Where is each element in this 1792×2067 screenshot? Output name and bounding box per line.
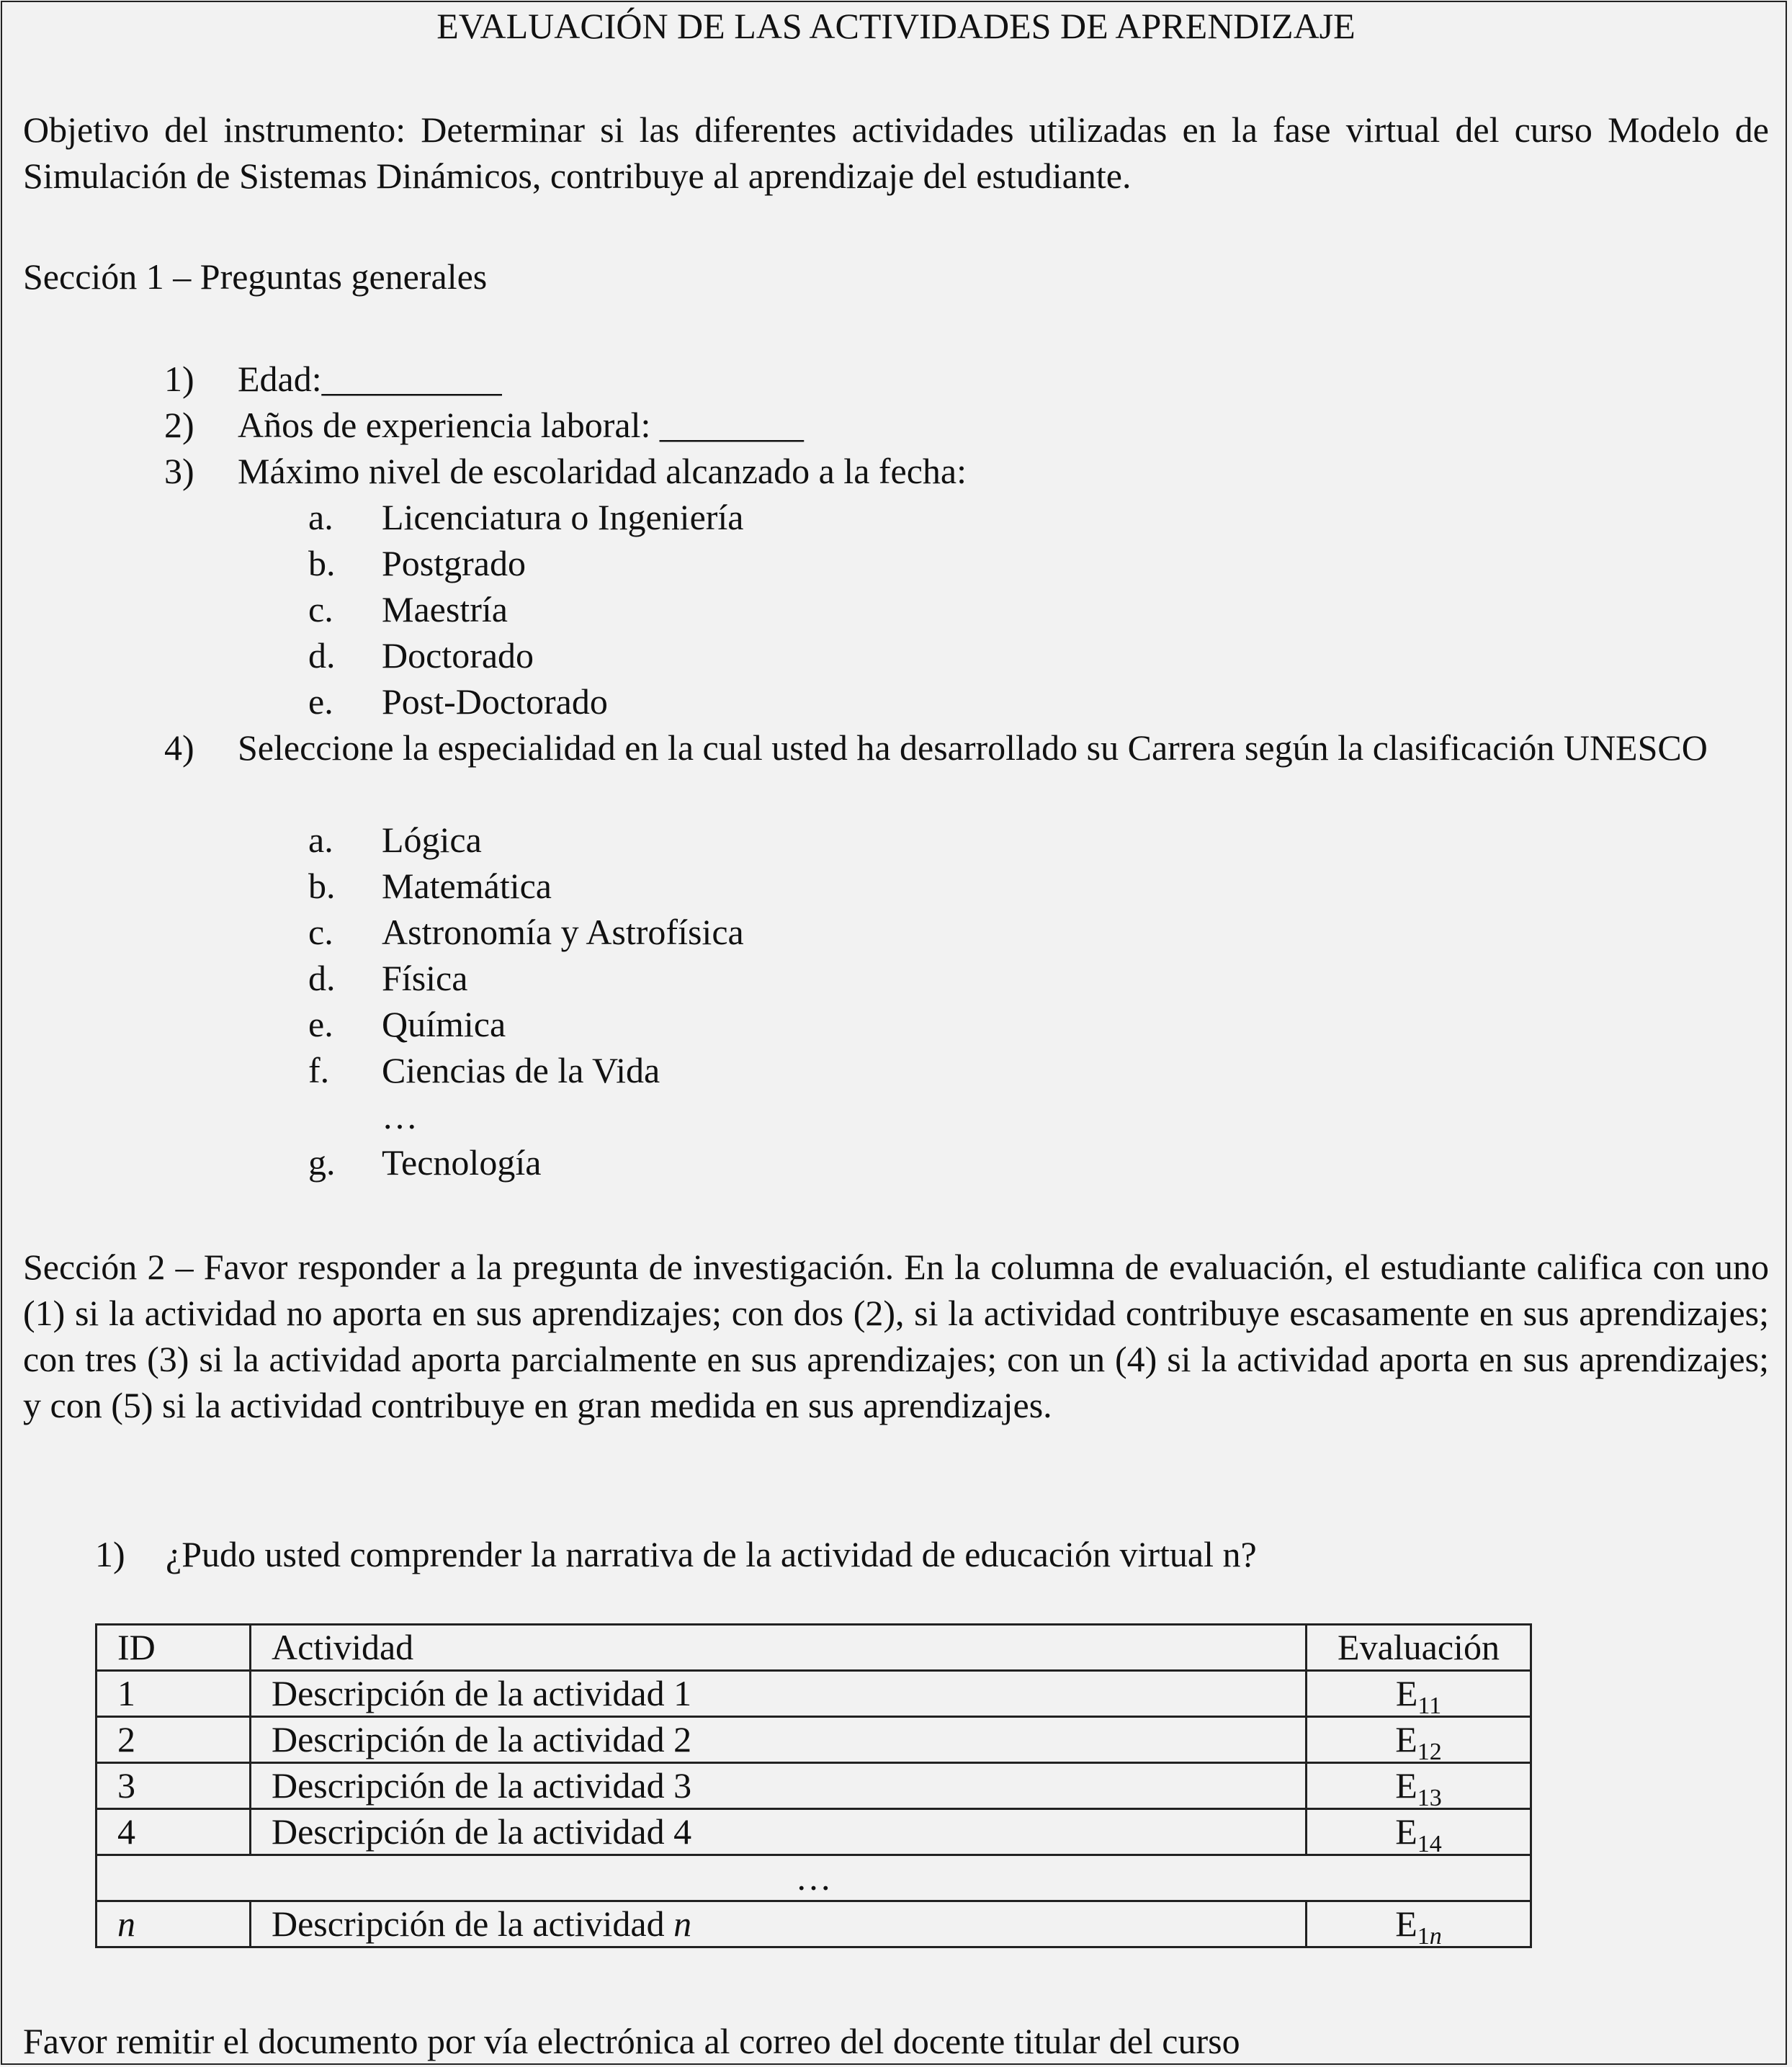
table-row (97, 1809, 1531, 1855)
row-id: 2 (97, 1717, 251, 1763)
q3-option-letter: e. (308, 681, 333, 722)
document-title: EVALUACIÓN DE LAS ACTIVIDADES DE APRENDIZAJE (436, 6, 1356, 46)
q4-option-letter: g. (308, 1142, 336, 1183)
q4-option-ellipsis: … (382, 1096, 418, 1136)
q4-option: Lógica (382, 820, 482, 860)
q4-option: Física (382, 958, 468, 998)
q4-option-letter: d. (308, 958, 336, 998)
s2-question-number: 1) (95, 1534, 125, 1574)
row-evaluation: $E_{1n}$ (1307, 1901, 1531, 1947)
evaluation-table (95, 1623, 1532, 1948)
q4-option: Tecnología (382, 1142, 542, 1183)
row-activity: Descripción de la actividad 3 (251, 1763, 1307, 1809)
q4-option-letter: b. (308, 866, 336, 906)
q4-number: 4) (164, 727, 194, 768)
q3-option: Postgrado (382, 543, 526, 583)
q3-option-letter: b. (308, 543, 336, 583)
row-activity: Descripción de la actividad n (251, 1901, 1307, 1947)
q3-text: Máximo nivel de escolaridad alcanzado a la fecha: (238, 451, 967, 491)
row-activity: Descripción de la actividad 4 (251, 1809, 1307, 1855)
row-id: 4 (97, 1809, 251, 1855)
row-id: 3 (97, 1763, 251, 1809)
q2-number: 2) (164, 405, 194, 445)
row-activity: Descripción de la actividad 1 (251, 1671, 1307, 1717)
header-evaluation: Evaluación (1307, 1625, 1531, 1671)
q4-option: Ciencias de la Vida (382, 1050, 660, 1090)
table-ellipsis-row (97, 1855, 1531, 1901)
table-row (97, 1763, 1531, 1809)
q4-option-letter: e. (308, 1004, 333, 1044)
q4-text: Seleccione la especialidad en la cual usted ha desarrollado su Carrera según la clasificación UNESCO (238, 727, 1708, 768)
table-header-row (97, 1625, 1531, 1671)
row-id: n (97, 1901, 251, 1947)
q4-option: Química (382, 1004, 506, 1044)
q4-option-letter: c. (308, 912, 333, 952)
q3-option: Maestría (382, 589, 508, 629)
row-id: 1 (97, 1671, 251, 1717)
row-evaluation: $E_{14}$ (1307, 1809, 1531, 1855)
header-activity: Actividad (251, 1625, 1307, 1671)
q3-option-letter: d. (308, 635, 336, 676)
row-evaluation: $E_{11}$ (1307, 1671, 1531, 1717)
table-row (97, 1717, 1531, 1763)
row-activity: Descripción de la actividad 2 (251, 1717, 1307, 1763)
q4-option-letter: a. (308, 820, 333, 860)
q1-number: 1) (164, 359, 194, 399)
table-row (97, 1671, 1531, 1717)
q3-option-letter: c. (308, 589, 333, 629)
row-evaluation: $E_{13}$ (1307, 1763, 1531, 1809)
section2-paragraph: Sección 2 – Favor responder a la pregunta de investigación. En la columna de evaluación, el estudiante califica con uno (1) si la actividad no aporta en sus aprendizajes; con dos (2), si la actividad contribuye escasamente en sus aprendizajes; con tres (3) si la actividad aporta parcialmente en sus aprendizajes; con un (4) si la actividad aporta en sus aprendizajes; y con (5) si la actividad contribuye en gran medida en sus aprendizajes. (23, 1247, 1769, 1425)
q2-experience-field: Años de experiencia laboral: ________ (238, 405, 804, 445)
q4-option: Matemática (382, 866, 552, 906)
table-row-last (97, 1901, 1531, 1947)
q3-option: Post-Doctorado (382, 681, 608, 722)
q4-option-letter: f. (308, 1050, 330, 1090)
section1-heading: Sección 1 – Preguntas generales (23, 256, 488, 297)
q3-option: Doctorado (382, 635, 534, 676)
q4-option: Astronomía y Astrofísica (382, 912, 744, 952)
q3-number: 3) (164, 451, 194, 491)
row-evaluation: $E_{12}$ (1307, 1717, 1531, 1763)
ellipsis-cell: … (97, 1855, 1531, 1901)
header-id: ID (97, 1625, 251, 1671)
q1-age-field: Edad:__________ (238, 359, 502, 399)
footer-note: Favor remitir el documento por vía electrónica al correo del docente titular del curso (23, 2021, 1240, 2061)
s2-question-text: ¿Pudo usted comprender la narrativa de la actividad de educación virtual n? (166, 1534, 1257, 1574)
q3-option: Licenciatura o Ingeniería (382, 497, 744, 537)
q3-option-letter: a. (308, 497, 333, 537)
objective-paragraph: Objetivo del instrumento: Determinar si las diferentes actividades utilizadas en la fase virtual del curso Modelo de Simulación de Sistemas Dinámicos, contribuye al aprendizaje del estudiante. (23, 109, 1769, 196)
